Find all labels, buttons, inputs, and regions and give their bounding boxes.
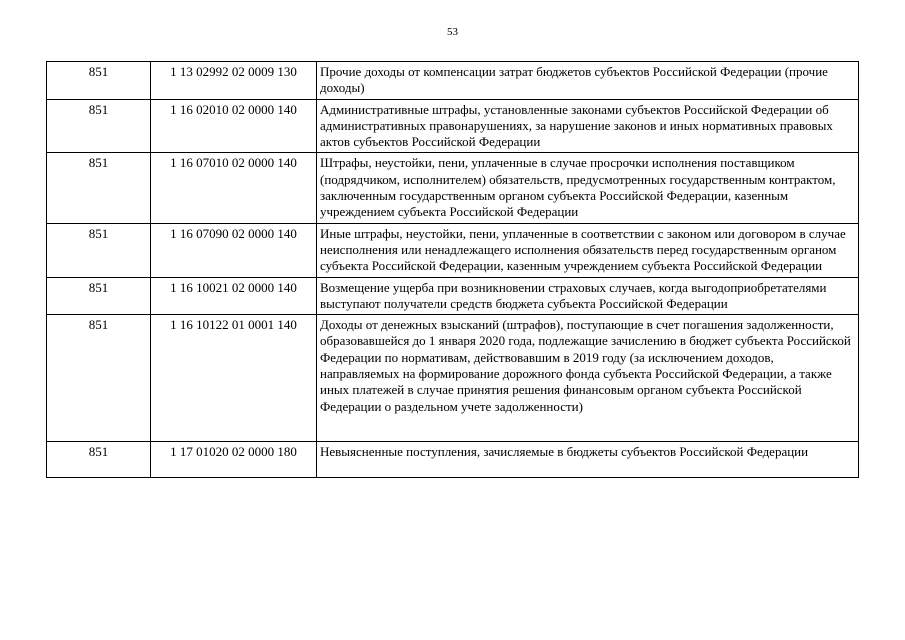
- table-row: [47, 153, 859, 223]
- budget-code-cell: 1 17 01020 02 0000 180: [151, 442, 317, 478]
- table-row: [47, 223, 859, 277]
- admin-code-cell: 851: [47, 62, 151, 100]
- budget-code-cell: 1 16 10021 02 0000 140: [151, 277, 317, 315]
- revenue-name-cell: Административные штрафы, установленные законами субъектов Российской Федерации об административных правонарушениях, за нарушение законов и иных нормативных правовых актов субъектов Российской Федерации: [317, 99, 859, 153]
- revenue-name-cell: Доходы от денежных взысканий (штрафов), поступающие в счет погашения задолженности, образовавшейся до 1 января 2020 года, подлежащие зачислению в бюджет субъекта Российской Федерации по нормативам, действовавшим в 2019 году (за исключением доходов, направляемых на формирование дорожного фонда субъекта Российской Федерации, а также иных платежей в случае принятия решения финансовым органом субъекта Российской Федерации о раздельном учете задолженности): [317, 315, 859, 442]
- revenue-name-cell: Невыясненные поступления, зачисляемые в бюджеты субъектов Российской Федерации: [317, 442, 859, 478]
- budget-code-cell: 1 16 02010 02 0000 140: [151, 99, 317, 153]
- revenue-name-cell: Прочие доходы от компенсации затрат бюджетов субъектов Российской Федерации (прочие доходы): [317, 62, 859, 100]
- budget-code-cell: 1 13 02992 02 0009 130: [151, 62, 317, 100]
- budget-code-cell: 1 16 07010 02 0000 140: [151, 153, 317, 223]
- table-row: [47, 315, 859, 442]
- admin-code-cell: 851: [47, 223, 151, 277]
- budget-code-cell: 1 16 07090 02 0000 140: [151, 223, 317, 277]
- admin-code-cell: 851: [47, 277, 151, 315]
- admin-code-cell: 851: [47, 153, 151, 223]
- table-row: [47, 442, 859, 478]
- revenue-name-cell: Иные штрафы, неустойки, пени, уплаченные в соответствии с законом или договором в случае неисполнения или ненадлежащего исполнения обязательств перед государственным органом субъекта Российской Федерации, казенным учреждением субъекта Российской Федерации: [317, 223, 859, 277]
- admin-code-cell: 851: [47, 99, 151, 153]
- table-row: [47, 62, 859, 100]
- admin-code-cell: 851: [47, 315, 151, 442]
- admin-code-cell: 851: [47, 442, 151, 478]
- table-row: [47, 277, 859, 315]
- budget-code-cell: 1 16 10122 01 0001 140: [151, 315, 317, 442]
- page-number: 53: [447, 26, 458, 38]
- revenue-name-cell: Штрафы, неустойки, пени, уплаченные в случае просрочки исполнения поставщиком (подрядчиком, исполнителем) обязательств, предусмотренных государственным контрактом, заключенным государственным органом субъекта Российской Федерации, казенным учреждением субъекта Российской Федерации: [317, 153, 859, 223]
- revenue-name-cell: Возмещение ущерба при возникновении страховых случаев, когда выгодоприобретателями выступают получатели средств бюджета субъекта Российской Федерации: [317, 277, 859, 315]
- revenue-codes-table: [46, 61, 859, 478]
- table-row: [47, 99, 859, 153]
